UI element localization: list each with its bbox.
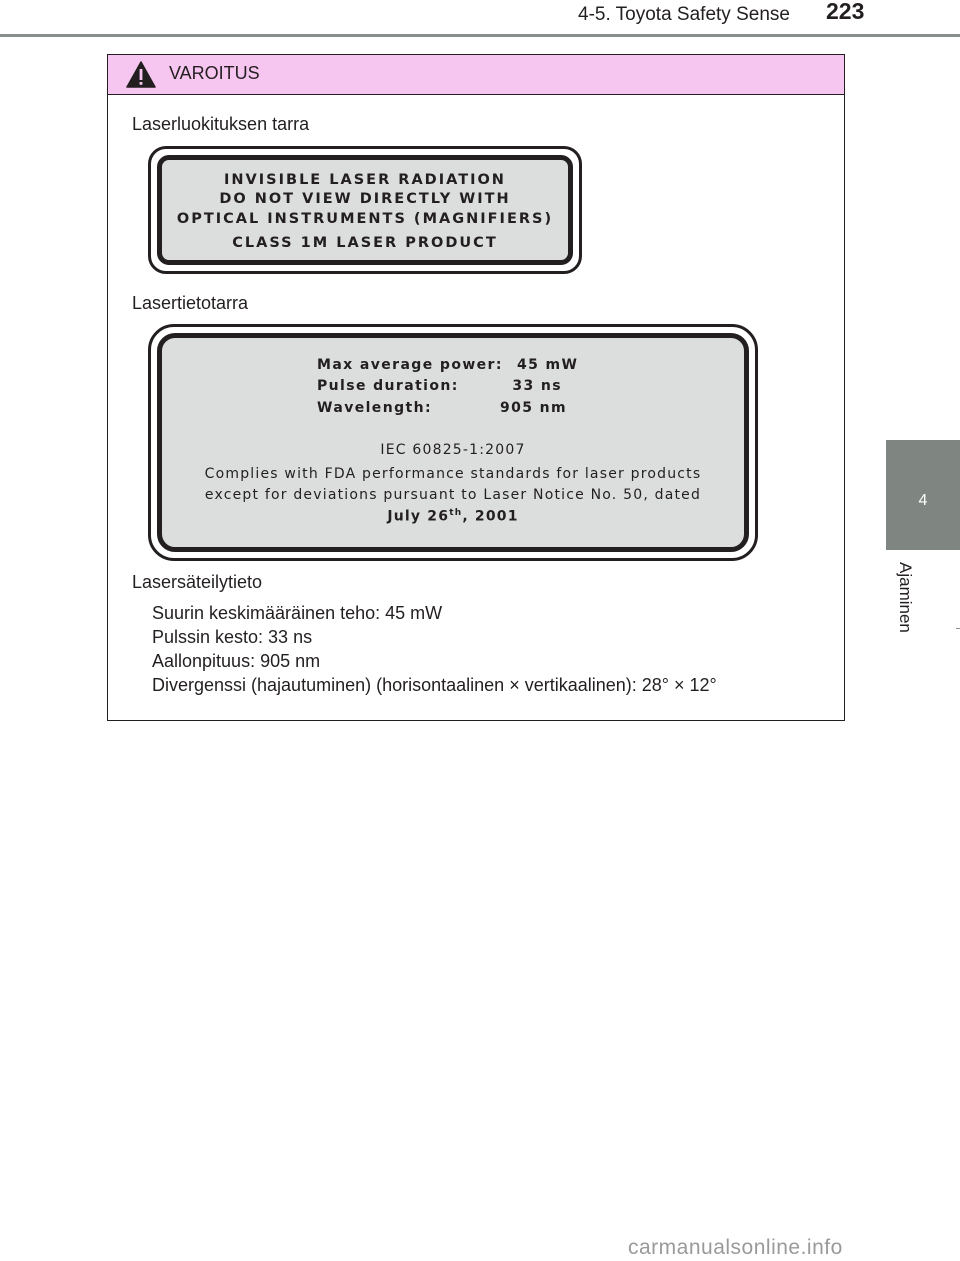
crop-mark xyxy=(956,628,960,629)
chapter-label: Ajaminen xyxy=(896,562,915,633)
label-line: CLASS 1M LASER PRODUCT xyxy=(232,235,498,251)
classification-caption: Laserluokituksen tarra xyxy=(132,114,310,134)
radiation-caption: Lasersäteilytieto xyxy=(132,572,263,592)
spec-value: 33 ns xyxy=(512,378,562,394)
header-divider xyxy=(0,34,960,37)
warning-triangle-icon xyxy=(126,61,156,88)
compliance-date xyxy=(162,508,744,525)
radiation-item: Aallonpituus: 905 nm xyxy=(152,651,321,671)
section-title: 4-5. Toyota Safety Sense xyxy=(578,4,790,25)
info-label xyxy=(148,324,758,561)
info-caption: Lasertietotarra xyxy=(132,293,249,313)
spec-name: Wavelength: xyxy=(317,400,432,416)
radiation-item: Pulssin kesto: 33 ns xyxy=(152,627,313,647)
spec-name: Max average power: xyxy=(317,357,503,373)
compliance-text: Complies with FDA performance standards for laser products xyxy=(204,466,702,482)
standard-text: IEC 60825-1:2007 xyxy=(380,442,526,458)
spec-value: 45 mW xyxy=(517,357,579,373)
radiation-item: Divergenssi (hajautuminen) (horisontaalinen × vertikaalinen): 28° × 12° xyxy=(152,675,717,695)
page-number: 223 xyxy=(826,0,865,24)
radiation-item: Suurin keskimääräinen teho: 45 mW xyxy=(152,603,443,623)
date-suffix: th xyxy=(449,508,463,518)
chapter-number: 4 xyxy=(918,492,928,509)
label-line: DO NOT VIEW DIRECTLY WITH xyxy=(219,191,511,207)
spec-name: Pulse duration: xyxy=(317,378,459,394)
chapter-tab[interactable] xyxy=(886,440,960,550)
label-line: INVISIBLE LASER RADIATION xyxy=(224,172,506,188)
watermark-text: carmanualsonline.info xyxy=(628,1236,843,1259)
date-prefix: July 26 xyxy=(387,508,450,525)
warning-header xyxy=(108,55,844,95)
label-line: OPTICAL INSTRUMENTS (MAGNIFIERS) xyxy=(176,211,554,227)
classification-label xyxy=(148,146,582,274)
compliance-text: except for deviations pursuant to Laser Notice No. 50, dated xyxy=(204,487,702,503)
warning-title: VAROITUS xyxy=(169,63,260,83)
date-year: , 2001 xyxy=(462,508,519,525)
spec-value: 905 nm xyxy=(499,400,567,416)
